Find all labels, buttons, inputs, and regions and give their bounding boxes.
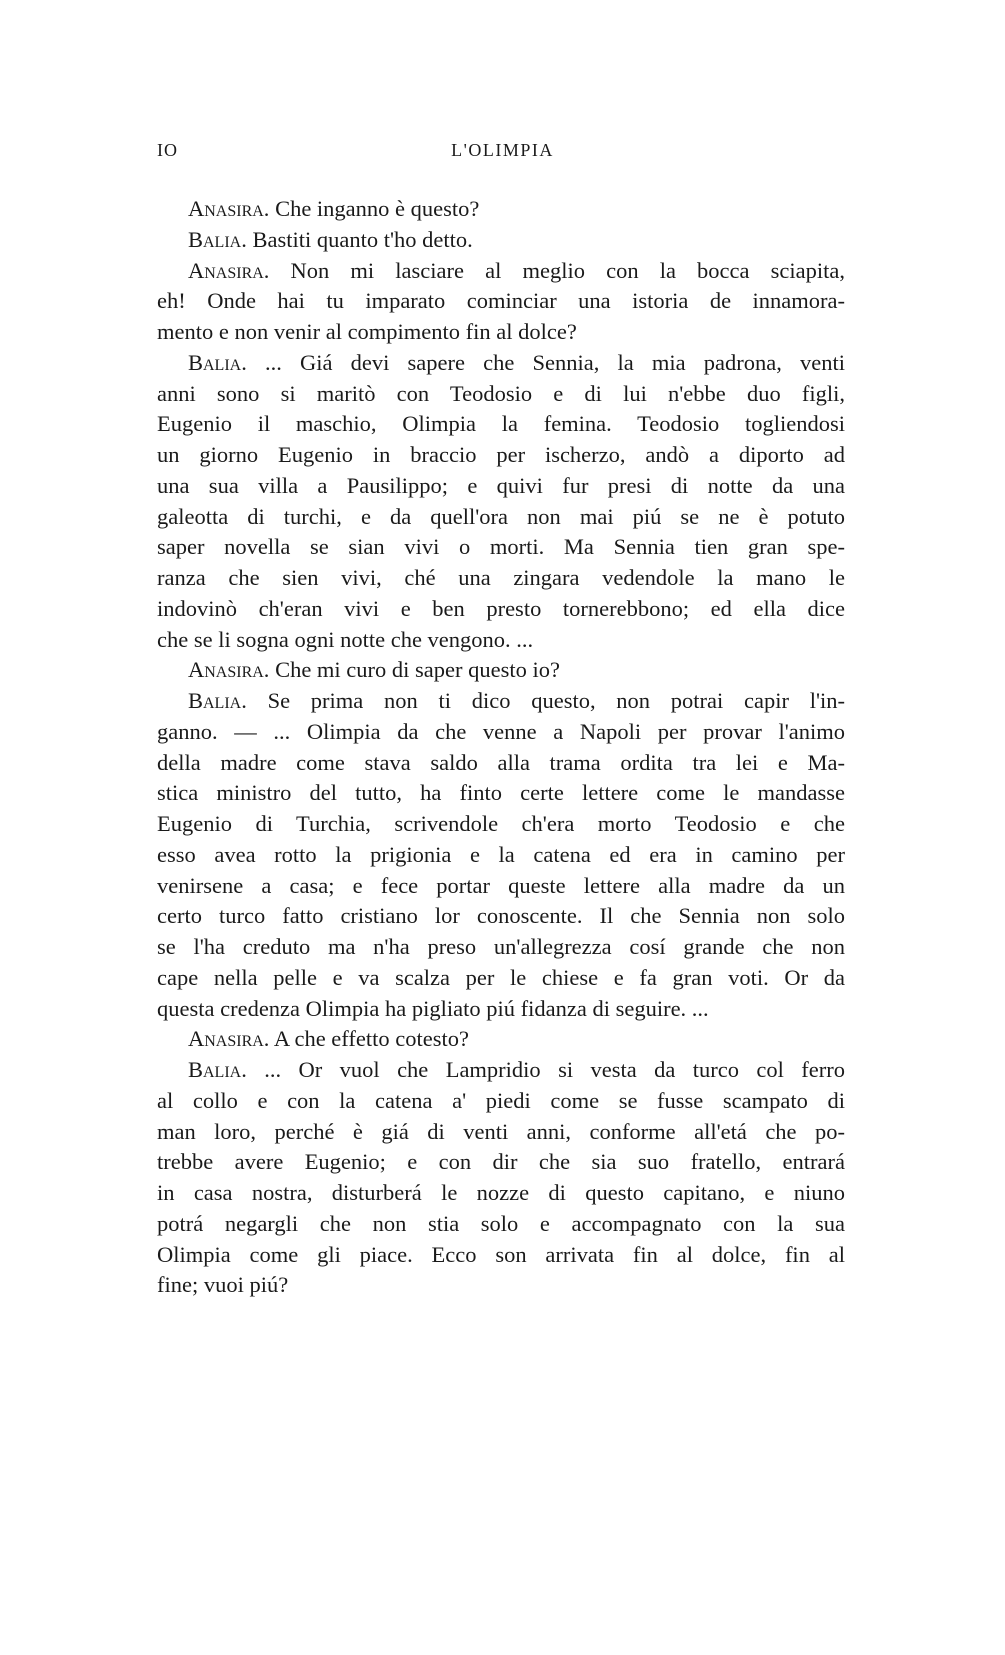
text-line [157,963,845,994]
line-text: della madre come stava saldo alla trama ordita tra lei e Ma- [157,749,845,775]
speaker-name: Anasira. [188,1026,270,1052]
text-line [157,994,845,1025]
speaker-name: Balia. [188,688,247,713]
line-text: fine; vuoi piú? [157,1272,289,1298]
text-line [157,1086,845,1117]
text-line [157,1117,845,1148]
text-line [157,502,845,533]
line-text: venirsene a casa; e fece portar queste lettere alla madre da un [157,872,845,898]
line-text: certo turco fatto cristiano lor conoscente. Il che Sennia non solo [157,903,845,929]
text-line [157,379,845,410]
line-text: potrá negargli che non stia solo e accompagnato con la sua [157,1210,845,1236]
text-line [157,686,845,717]
line-text: una sua villa a Pausilippo; e quivi fur presi di notte da una [157,472,845,498]
speaker-name: Anasira. [188,196,270,221]
line-text: eh! Onde hai tu imparato cominciar una istoria de innamora- [157,288,845,314]
text-line [157,563,845,594]
line-text: ... Giá devi sapere che Sennia, la mia padrona, venti [246,349,845,375]
line-text: A che effetto cotesto? [269,1026,469,1052]
text-line [157,655,845,686]
line-text: Bastiti quanto t'ho detto. [246,226,473,252]
text-line [157,532,845,563]
line-text: Se prima non ti dico questo, non potrai capir l'in- [246,688,845,713]
line-text: che se li sogna ogni notte che vengono. ... [157,626,534,652]
line-text: questa credenza Olimpia ha pigliato piú fidanza di seguire. ... [157,995,709,1021]
speaker-name: Anasira. [188,257,270,283]
text-line [157,409,845,440]
line-text: ... Or vuol che Lampridio si vesta da turco col ferro [246,1057,845,1082]
line-text: se l'ha creduto ma n'ha preso un'allegrezza cosí grande che non [157,934,845,959]
page-number: IO [157,140,178,160]
text-line [157,778,845,809]
text-line [157,1209,845,1240]
text-line [157,809,845,840]
speaker-name: Anasira. [188,657,270,683]
line-text: anni sono si maritò con Teodosio e di lui n'ebbe duo figli, [157,380,845,406]
text-line [157,1055,845,1086]
line-text: indovinò ch'eran vivi e ben presto tornerebbono; ed ella dice [157,595,845,621]
line-text: saper novella se sian vivi o morti. Ma Sennia tien gran spe- [157,534,845,560]
text-line [157,225,845,256]
line-text: esso avea rotto la prigionia e la catena ed era in camino per [157,841,845,867]
text-line [157,840,845,871]
text-line [157,471,845,502]
text-line [157,748,845,779]
line-text: trebbe avere Eugenio; e con dir che sia suo fratello, entrará [157,1149,845,1175]
text-line [157,1270,845,1301]
line-text: Che mi curo di saper questo io? [269,657,560,683]
text-line [157,1240,845,1271]
speaker-name: Balia. [188,349,247,375]
text-line [157,625,845,656]
text-line [157,286,845,317]
line-text: in casa nostra, disturberá le nozze di questo capitano, e niuno [157,1180,845,1205]
line-text: un giorno Eugenio in braccio per ischerzo, andò a diporto ad [157,442,845,467]
line-text: cape nella pelle e va scalza per le chiese e fa gran voti. Or da [157,964,845,990]
speaker-name: Balia. [188,226,247,252]
text-line [157,932,845,963]
text-line [157,1178,845,1209]
text-line [157,256,845,287]
text-line [157,317,845,348]
speaker-name: Balia. [188,1057,247,1082]
line-text: ranza che sien vivi, ché una zingara vedendole la mano le [157,565,845,590]
text-line [157,594,845,625]
running-head: L'OLIMPIA [451,140,554,160]
line-text: man loro, perché è giá di venti anni, conforme all'etá che po- [157,1118,845,1144]
line-text: ganno. — ... Olimpia da che venne a Napoli per provar l'animo [157,718,845,744]
text-line [157,717,845,748]
line-text: Eugenio di Turchia, scrivendole ch'era morto Teodosio e che [157,811,845,836]
text-line [157,871,845,902]
text-line [157,1147,845,1178]
line-text: Che inganno è questo? [269,196,480,221]
body-text [157,194,845,1301]
line-text: stica ministro del tutto, ha finto certe lettere come le mandasse [157,780,845,806]
text-line [157,901,845,932]
line-text: al collo e con la catena a' piedi come se fusse scampato di [157,1087,845,1113]
line-text: mento e non venir al compimento fin al dolce? [157,319,577,344]
text-line [157,348,845,379]
text-line [157,440,845,471]
line-text: Non mi lasciare al meglio con la bocca sciapita, [269,257,845,283]
text-line [157,194,845,225]
line-text: galeotta di turchi, e da quell'ora non mai piú se ne è potuto [157,503,845,529]
line-text: Eugenio il maschio, Olimpia la femina. Teodosio togliendosi [157,411,845,437]
line-text: Olimpia come gli piace. Ecco son arrivata fin al dolce, fin al [157,1241,845,1267]
text-line [157,1024,845,1055]
